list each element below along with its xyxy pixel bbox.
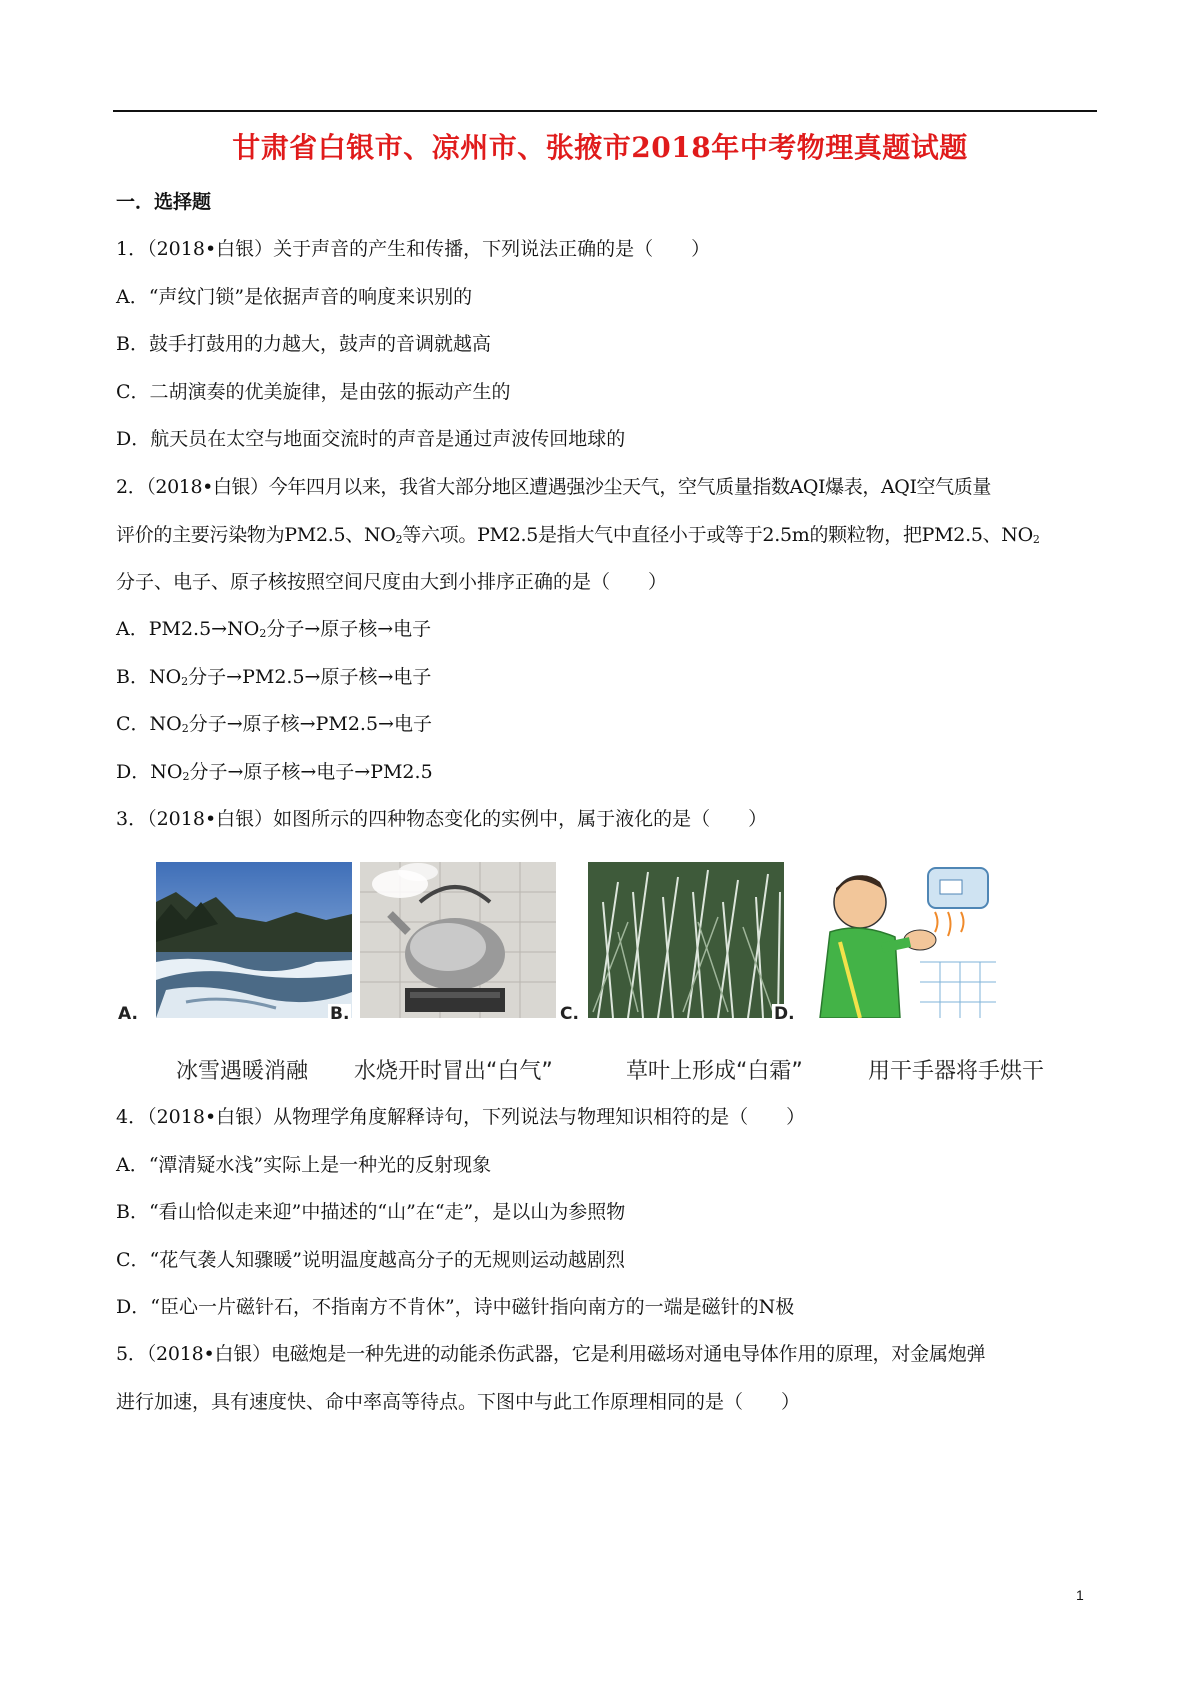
question-1-option-d: D．航天员在太空与地面交流时的声音是通过声波传回地球的	[116, 428, 626, 450]
question-1-option-c: C．二胡演奏的优美旋律，是由弦的振动产生的	[116, 381, 511, 403]
figure-a-melting-ice-image	[156, 862, 352, 1018]
question-4-option-c: C．“花气袭人知骤暖”说明温度越高分子的无规则运动越剧烈	[116, 1249, 625, 1271]
question-4-stem: 4．（2018•白银）从物理学角度解释诗句，下列说法与物理知识相符的是（ ）	[116, 1106, 806, 1128]
question-3-stem: 3．（2018•白银）如图所示的四种物态变化的实例中，属于液化的是（ ）	[116, 808, 768, 830]
header-rule	[113, 110, 1097, 112]
figure-caption-c: 草叶上形成“白霜”	[626, 1059, 803, 1084]
question-5-stem-line-1: 5．（2018•白银）电磁炮是一种先进的动能杀伤武器，它是利用磁场对通电导体作用的原理，对金属炮弹	[116, 1343, 986, 1365]
question-1-stem: 1．（2018•白银）关于声音的产生和传播，下列说法正确的是（ ）	[116, 238, 711, 260]
page-number: 1	[1076, 1587, 1084, 1603]
question-2-stem-line-2: 评价的主要污染物为PM2.5、$NO_2$等六项。PM2.5是指大气中直径小于或等于2.5m的颗粒物，把PM2.5、$NO_2$	[116, 524, 1040, 546]
figure-caption-a: 冰雪遇暖消融	[176, 1059, 309, 1084]
figure-caption-b: 水烧开时冒出“白气”	[354, 1059, 553, 1084]
question-2-option-c: C．$NO_2$分子→原子核→PM2.5→电子	[116, 713, 432, 735]
question-2-option-d: D．$NO_2$分子→原子核→电子→PM2.5	[116, 761, 433, 783]
figure-c-frost-grass-image	[588, 862, 784, 1018]
question-4-option-b: B．“看山恰似走来迎”中描述的“山”在“走”，是以山为参照物	[116, 1201, 626, 1223]
question-4-option-a: A．“潭清疑水浅”实际上是一种光的反射现象	[116, 1154, 492, 1176]
question-1-option-a: A．“声纹门锁”是依据声音的响度来识别的	[116, 286, 473, 308]
document-title: 甘肃省白银市、凉州市、张掖市2018年中考物理真题试题	[232, 131, 968, 164]
figure-label-d: D.	[774, 1004, 795, 1024]
question-2-option-a: A．$PM2.5\to NO_2$分子→原子核→电子	[116, 618, 432, 640]
figure-label-a: A.	[118, 1004, 138, 1024]
figure-d-hand-dryer-image	[800, 862, 996, 1018]
figure-label-b: B.	[330, 1004, 350, 1024]
question-2-option-b: B．$NO_2$分子→PM2.5→原子核→电子	[116, 666, 432, 688]
question-4-option-d: D．“臣心一片磁针石，不指南方不肯休”，诗中磁针指向南方的一端是磁针的N极	[116, 1296, 795, 1318]
section-heading: 一．选择题	[116, 191, 212, 213]
question-2-stem-line-3: 分子、电子、原子核按照空间尺度由大到小排序正确的是（ ）	[116, 571, 668, 593]
question-2-stem-line-1: 2．（2018•白银）今年四月以来，我省大部分地区遭遇强沙尘天气，空气质量指数AQI爆表，AQI空气质量	[116, 476, 991, 498]
figure-b-kettle-image	[360, 862, 556, 1018]
question-5-stem-line-2: 进行加速，具有速度快、命中率高等待点。下图中与此工作原理相同的是（ ）	[116, 1391, 801, 1413]
figure-label-c: C.	[560, 1004, 579, 1024]
question-1-option-b: B．鼓手打鼓用的力越大，鼓声的音调就越高	[116, 333, 491, 355]
question-3-figure	[116, 862, 1076, 1032]
figure-caption-d: 用干手器将手烘干	[868, 1059, 1045, 1084]
